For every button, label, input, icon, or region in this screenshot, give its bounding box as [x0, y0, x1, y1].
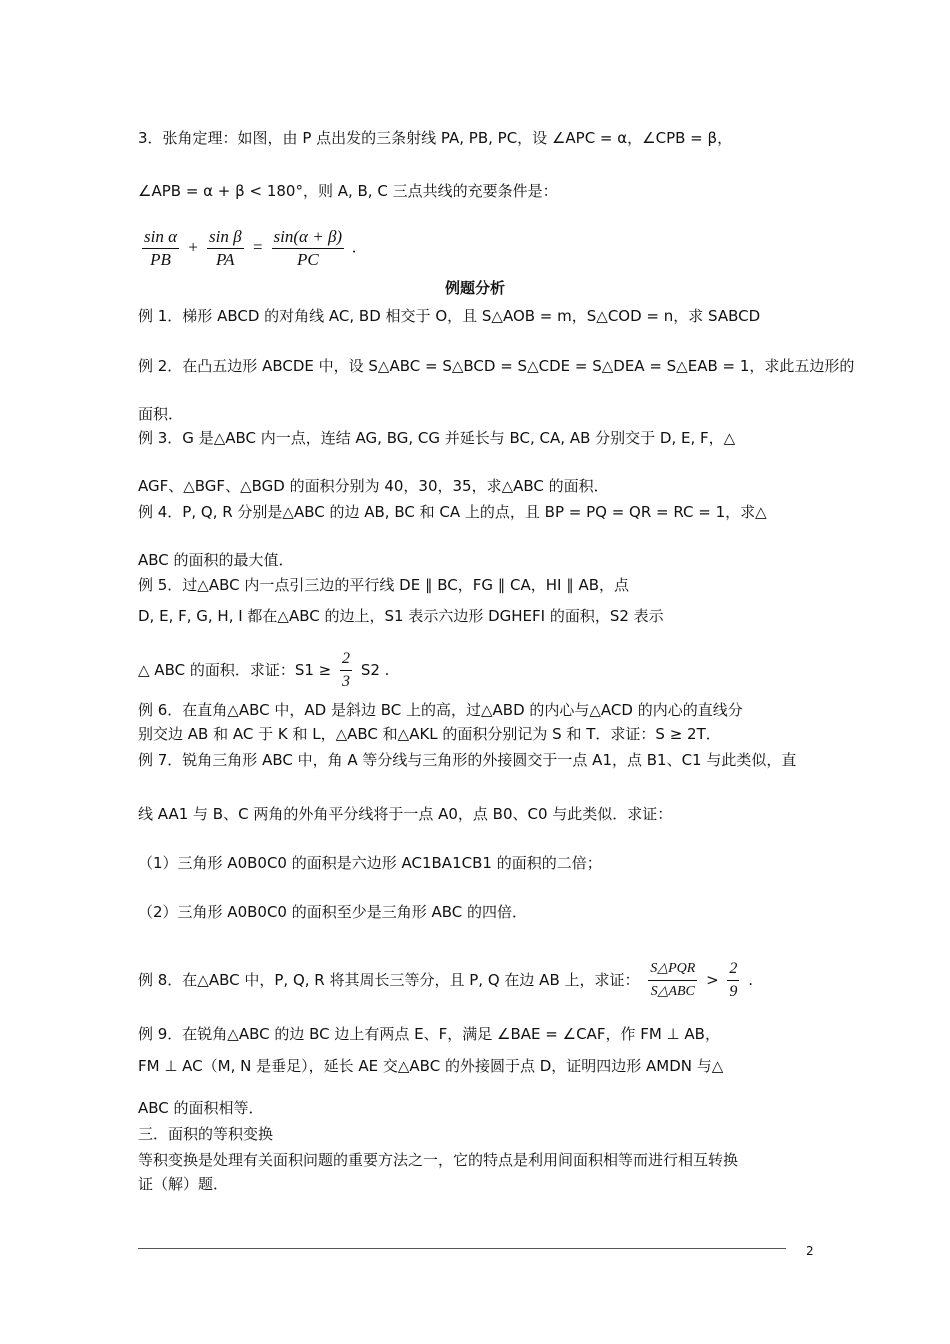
paragraph-line-1: 等积变换是处理有关面积问题的重要方法之一，它的特点是利用间面积相等而进行相互转换	[138, 1151, 739, 1169]
fraction: $\frac{2}{9}$	[729, 960, 738, 1000]
example-4-cont: ABC 的面积的最大值．	[138, 551, 294, 569]
example-2-cont: 面积．	[138, 405, 184, 423]
fraction: $\frac{\text{sin β}}{PA}$	[209, 227, 242, 269]
fraction: $\frac{\text{S△PQR}}{\text{S△ABC}}$	[648, 958, 697, 1003]
footer-rule	[138, 1248, 786, 1249]
example-9-end: ABC 的面积相等．	[138, 1099, 264, 1117]
example-6: 例 6．在直角△ABC 中，AD 是斜边 BC 上的高，过△ABD 的内心与△ACD 的内心的直线分	[138, 701, 743, 719]
example-7: 例 7．锐角三角形 ABC 中，角 A 等分线与三角形的外接圆交于一点 A1，点 B1、C1 与此类似，直	[138, 751, 797, 769]
example-7-part-1: （1）三角形 A0B0C0 的面积是六边形 AC1BA1CB1 的面积的二倍；	[138, 854, 602, 872]
example-5-end: △ ABC 的面积．求证：S1 ≥ $\frac{2}{3}$ S2 .	[138, 648, 818, 693]
theorem-line-1: 3．张角定理：如图，由 P 点出发的三条射线 PA, PB, PC，设 ∠APC = α，∠CPB = β，	[138, 129, 733, 147]
theorem-formula: $\frac{\text{sin α}}{PB}$ + $\frac{\text{sin β}}{PA}$ = $\frac{\sin(\alpha + \beta)}{PC}$ .	[144, 227, 357, 269]
example-8: 例 8．在△ABC 中，P, Q, R 将其周长三等分，且 P, Q 在边 AB 上，求证： $\frac{\text{S△PQR}}{\text{S△ABC}}$ > $\frac{2}{9}$ .	[138, 958, 818, 1003]
example-3-cont: AGF、△BGF、△BGD 的面积分别为 40，30，35，求△ABC 的面积．	[138, 477, 609, 495]
example-5: 例 5．过△ABC 内一点引三边的平行线 DE ∥ BC，FG ∥ CA，HI ∥ AB，点	[138, 576, 630, 594]
example-2: 例 2．在凸五边形 ABCDE 中，设 S△ABC = S△BCD = S△CDE = S△DEA = S△EAB = 1，求此五边形的	[138, 357, 855, 375]
example-3: 例 3．G 是△ABC 内一点，连结 AG, BG, CG 并延长与 BC, CA, AB 分别交于 D, E, F，△	[138, 429, 736, 447]
fraction: $\frac{2}{3}$	[342, 650, 351, 690]
example-4: 例 4．P, Q, R 分别是△ABC 的边 AB, BC 和 CA 上的点，且 BP = PQ = QR = RC = 1，求△	[138, 503, 767, 521]
example-9: 例 9．在锐角△ABC 的边 BC 边上有两点 E、F，满足 ∠BAE = ∠CAF，作 FM ⊥ AB，	[138, 1025, 720, 1043]
example-7-part-2: （2）三角形 A0B0C0 的面积至少是三角形 ABC 的四倍．	[138, 903, 528, 921]
fraction: $\frac{\text{sin α}}{PB}$	[144, 227, 178, 269]
example-7-cont: 线 AA1 与 B、C 两角的外角平分线将于一点 A0，点 B0、C0 与此类似．求证：	[138, 805, 673, 823]
example-1: 例 1．梯形 ABCD 的对角线 AC, BD 相交于 O，且 S△AOB = m，S△COD = n，求 SABCD	[138, 307, 761, 325]
fraction: $\frac{\sin(\alpha + \beta)}{PC}$	[273, 227, 343, 269]
example-9-cont: FM ⊥ AC（M, N 是垂足），延长 AE 交△ABC 的外接圆于点 D，证明四边形 AMDN 与△	[138, 1057, 724, 1075]
theorem-line-2: ∠APB = α + β < 180°，则 A, B, C 三点共线的充要条件是：	[138, 182, 558, 200]
section-heading: 例题分析	[444, 279, 505, 297]
example-6-cont: 别交边 AB 和 AC 于 K 和 L，△ABC 和△AKL 的面积分别记为 S 和 T．求证：S ≥ 2T．	[138, 725, 721, 743]
section-title: 三．面积的等积变换	[138, 1125, 274, 1143]
paragraph-line-2: 证（解）题．	[138, 1175, 229, 1193]
example-5-cont: D, E, F, G, H, I 都在△ABC 的边上，S1 表示六边形 DGHEFI 的面积，S2 表示	[138, 607, 664, 625]
page-number: 2	[806, 1244, 814, 1258]
